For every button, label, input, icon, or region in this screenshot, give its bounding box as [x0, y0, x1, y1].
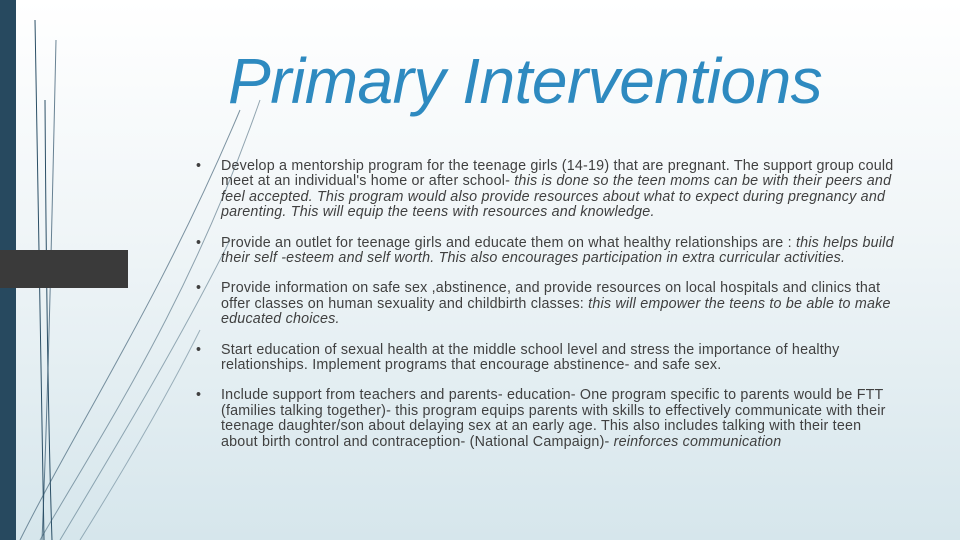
item-text: Provide an outlet for teenage girls and educate them on what healthy relationships are : — [221, 234, 796, 251]
bullet-icon: • — [196, 341, 202, 358]
list-item — [196, 388, 896, 450]
list-item — [196, 159, 896, 221]
bullet-icon: • — [196, 387, 202, 404]
bullet-list — [196, 159, 896, 465]
list-item — [196, 343, 896, 374]
item-text: Develop a mentorship program for the teenage girls (14-19) that are pregnant. The support group could meet at an individual's home or after school- — [221, 158, 894, 190]
list-item — [196, 236, 896, 267]
left-tab-shape — [0, 250, 128, 288]
bullet-icon: • — [196, 234, 202, 251]
item-text: Include support from teachers and parents- education- One program specific to parents would be FTT (families talking together)- this program equips parents with skills to effectively communicate with their teenage daughter/son about delaying sex at an early age. This also includes talking with their teen about birth control and contraception- (National Campaign)- — [221, 387, 886, 450]
slide-title: Primary Interventions — [228, 45, 823, 117]
list-item — [196, 281, 896, 327]
item-italic-text: reinforces communication — [613, 433, 782, 450]
item-text: Start education of sexual health at the middle school level and stress the importance of healthy relationships. Implement programs that encourage abstinence- and safe sex. — [221, 341, 840, 374]
bullet-icon: • — [196, 280, 202, 297]
item-italic-text: this will empower the teens to be able to make educated choices. — [221, 295, 891, 328]
item-text: Provide information on safe sex ,abstinence, and provide resources on local hospitals and clinics that offer classes on human sexuality and childbirth classes: — [221, 280, 881, 312]
bullet-icon: • — [196, 158, 202, 174]
item-italic-text: this helps build their self -esteem and self worth. This also encourages participation in extra curricular activities. — [221, 234, 894, 267]
item-italic-text: this is done so the teen moms can be with their peers and feel accepted. This program would also provide resources about what to expect during pregnancy and parenting. This will equip the teens with resources and knowledge. — [221, 173, 892, 221]
